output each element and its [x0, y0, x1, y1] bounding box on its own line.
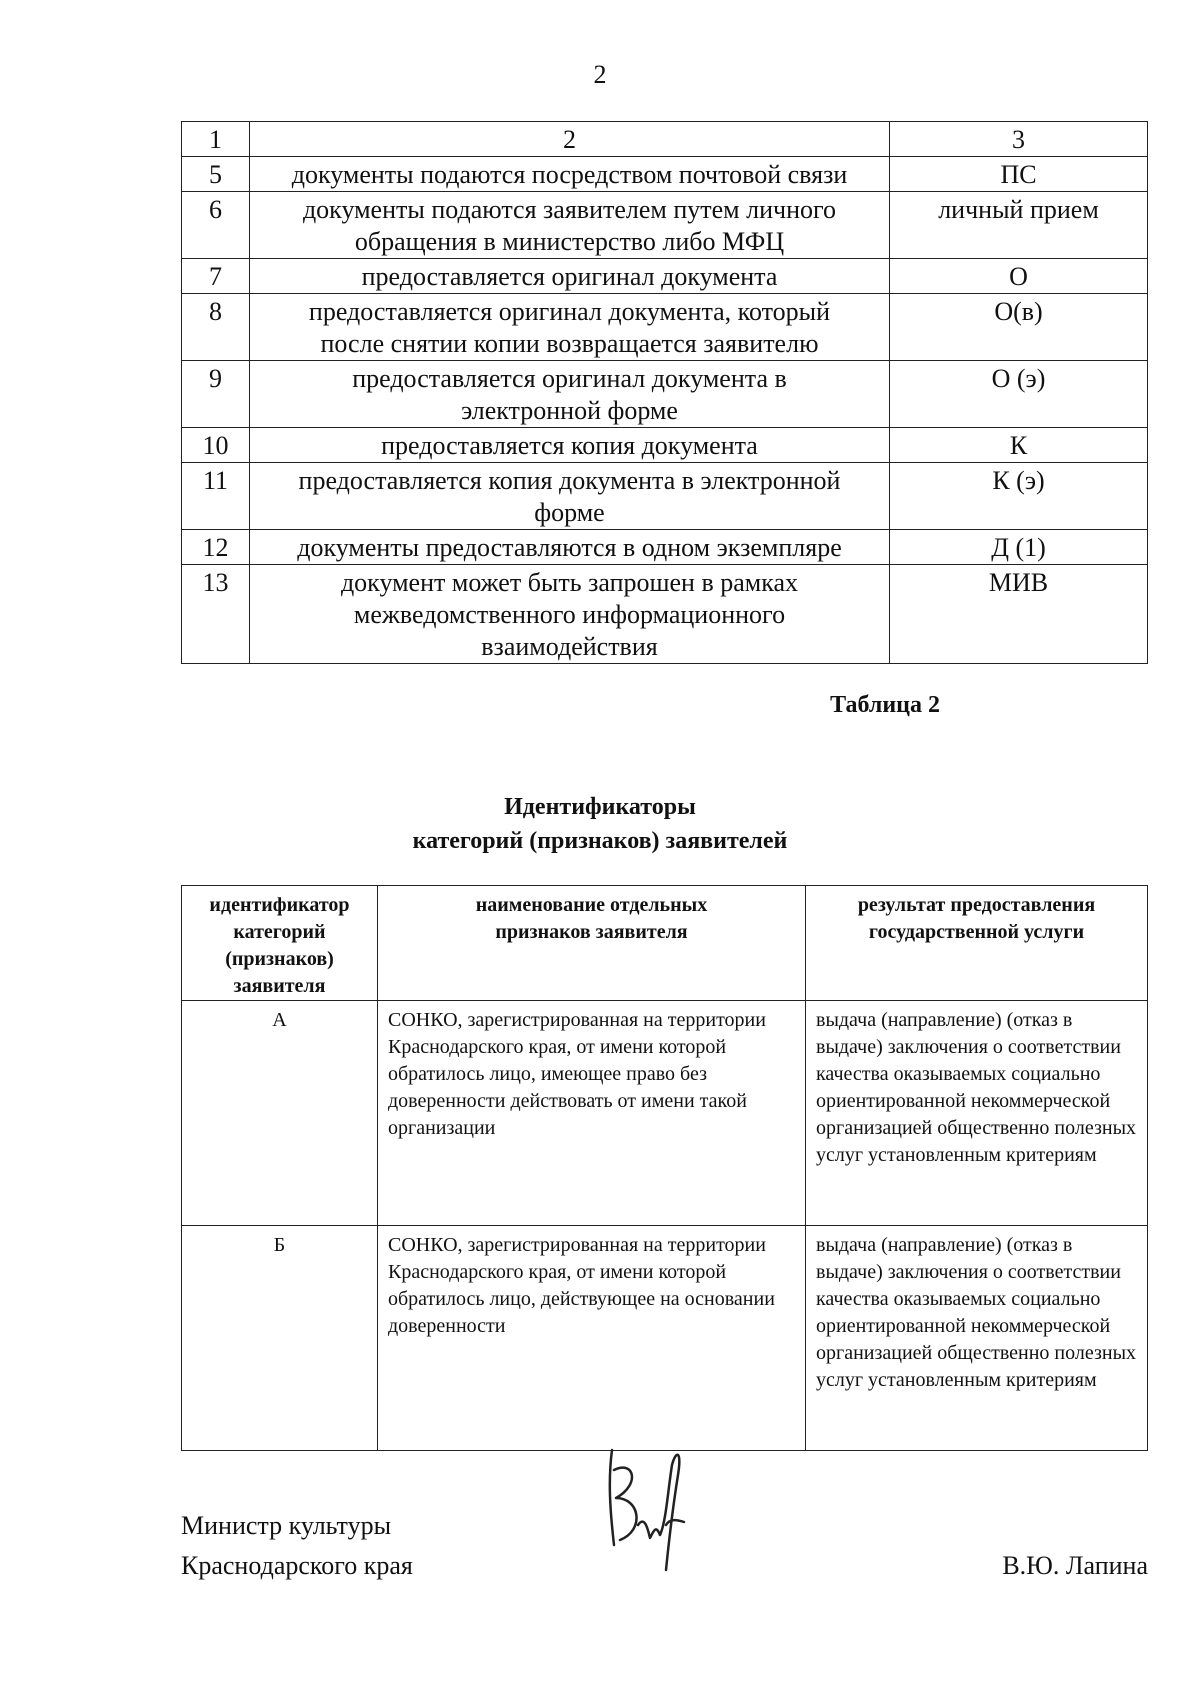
row-description: предоставляется оригинал документа в электронной форме [250, 361, 890, 428]
row-number: 9 [182, 361, 250, 428]
table-row [182, 428, 1148, 463]
signer-position-line: Министр культуры [181, 1511, 392, 1540]
table-row [182, 294, 1148, 361]
applicant-categories-table [181, 885, 1148, 1451]
row-number: 8 [182, 294, 250, 361]
table-title-line: категорий (признаков) заявителей [412, 828, 788, 854]
table-row [182, 1226, 1148, 1451]
table-row [182, 192, 1148, 259]
table-row [182, 530, 1148, 565]
row-number: 12 [182, 530, 250, 565]
row-code: К [890, 428, 1148, 463]
row-code: О(в) [890, 294, 1148, 361]
document-codes-table [181, 121, 1148, 664]
table-row [182, 463, 1148, 530]
row-number: 11 [182, 463, 250, 530]
table-title-line: Идентификаторы [504, 794, 696, 820]
row-description: предоставляется копия документа [250, 428, 890, 463]
table-row [182, 361, 1148, 428]
table-label: Таблица 2 [830, 692, 940, 718]
table-header-row [182, 122, 1148, 157]
category-identifier: Б [182, 1226, 378, 1451]
row-code: О [890, 259, 1148, 294]
table-title [0, 790, 1200, 858]
column-number-header: 1 [182, 122, 250, 157]
row-code: личный прием [890, 192, 1148, 259]
row-code: МИВ [890, 565, 1148, 664]
category-name: СОНКО, зарегистрированная на территории Краснодарского края, от имени которой обратилось лицо, действующее на основании доверенности [378, 1226, 806, 1451]
column-number-header: 3 [890, 122, 1148, 157]
table-row [182, 157, 1148, 192]
signature-icon [590, 1430, 700, 1580]
row-number: 6 [182, 192, 250, 259]
table-row [182, 565, 1148, 664]
signer-position-line: Краснодарского края [181, 1551, 413, 1580]
row-code: К (э) [890, 463, 1148, 530]
row-description: предоставляется копия документа в электронной форме [250, 463, 890, 530]
category-identifier: А [182, 1001, 378, 1226]
row-number: 10 [182, 428, 250, 463]
row-number: 5 [182, 157, 250, 192]
column-header-identifier: идентификатор категорий (признаков) заявителя [182, 886, 378, 1001]
row-code: Д (1) [890, 530, 1148, 565]
row-number: 13 [182, 565, 250, 664]
page-number: 2 [593, 60, 607, 89]
handwritten-signature [590, 1430, 700, 1585]
row-number: 7 [182, 259, 250, 294]
column-header-name: наименование отдельных признаков заявителя [378, 886, 806, 1001]
row-description: документ может быть запрошен в рамках межведомственного информационного взаимодействия [250, 565, 890, 664]
row-code: ПС [890, 157, 1148, 192]
row-description: документы подаются посредством почтовой связи [250, 157, 890, 192]
signer-position [181, 1506, 413, 1586]
category-result: выдача (направление) (отказ в выдаче) заключения о соответствии качества оказываемых социально ориентированной некоммерческой организацией общественно полезных услуг установленным критериям [806, 1001, 1148, 1226]
table-header-row [182, 886, 1148, 1001]
table-row [182, 1001, 1148, 1226]
row-description: предоставляется оригинал документа [250, 259, 890, 294]
category-name: СОНКО, зарегистрированная на территории Краснодарского края, от имени которой обратилось лицо, имеющее право без доверенности действовать от имени такой организации [378, 1001, 806, 1226]
column-header-result: результат предоставления государственной услуги [806, 886, 1148, 1001]
row-description: предоставляется оригинал документа, который после снятии копии возвращается заявителю [250, 294, 890, 361]
row-description: документы предоставляются в одном экземпляре [250, 530, 890, 565]
table-row [182, 259, 1148, 294]
row-description: документы подаются заявителем путем личного обращения в министерство либо МФЦ [250, 192, 890, 259]
column-number-header: 2 [250, 122, 890, 157]
category-result: выдача (направление) (отказ в выдаче) заключения о соответствии качества оказываемых социально ориентированной некоммерческой организацией общественно полезных услуг установленным критериям [806, 1226, 1148, 1451]
row-code: О (э) [890, 361, 1148, 428]
signer-name: В.Ю. Лапина [1002, 1551, 1148, 1580]
